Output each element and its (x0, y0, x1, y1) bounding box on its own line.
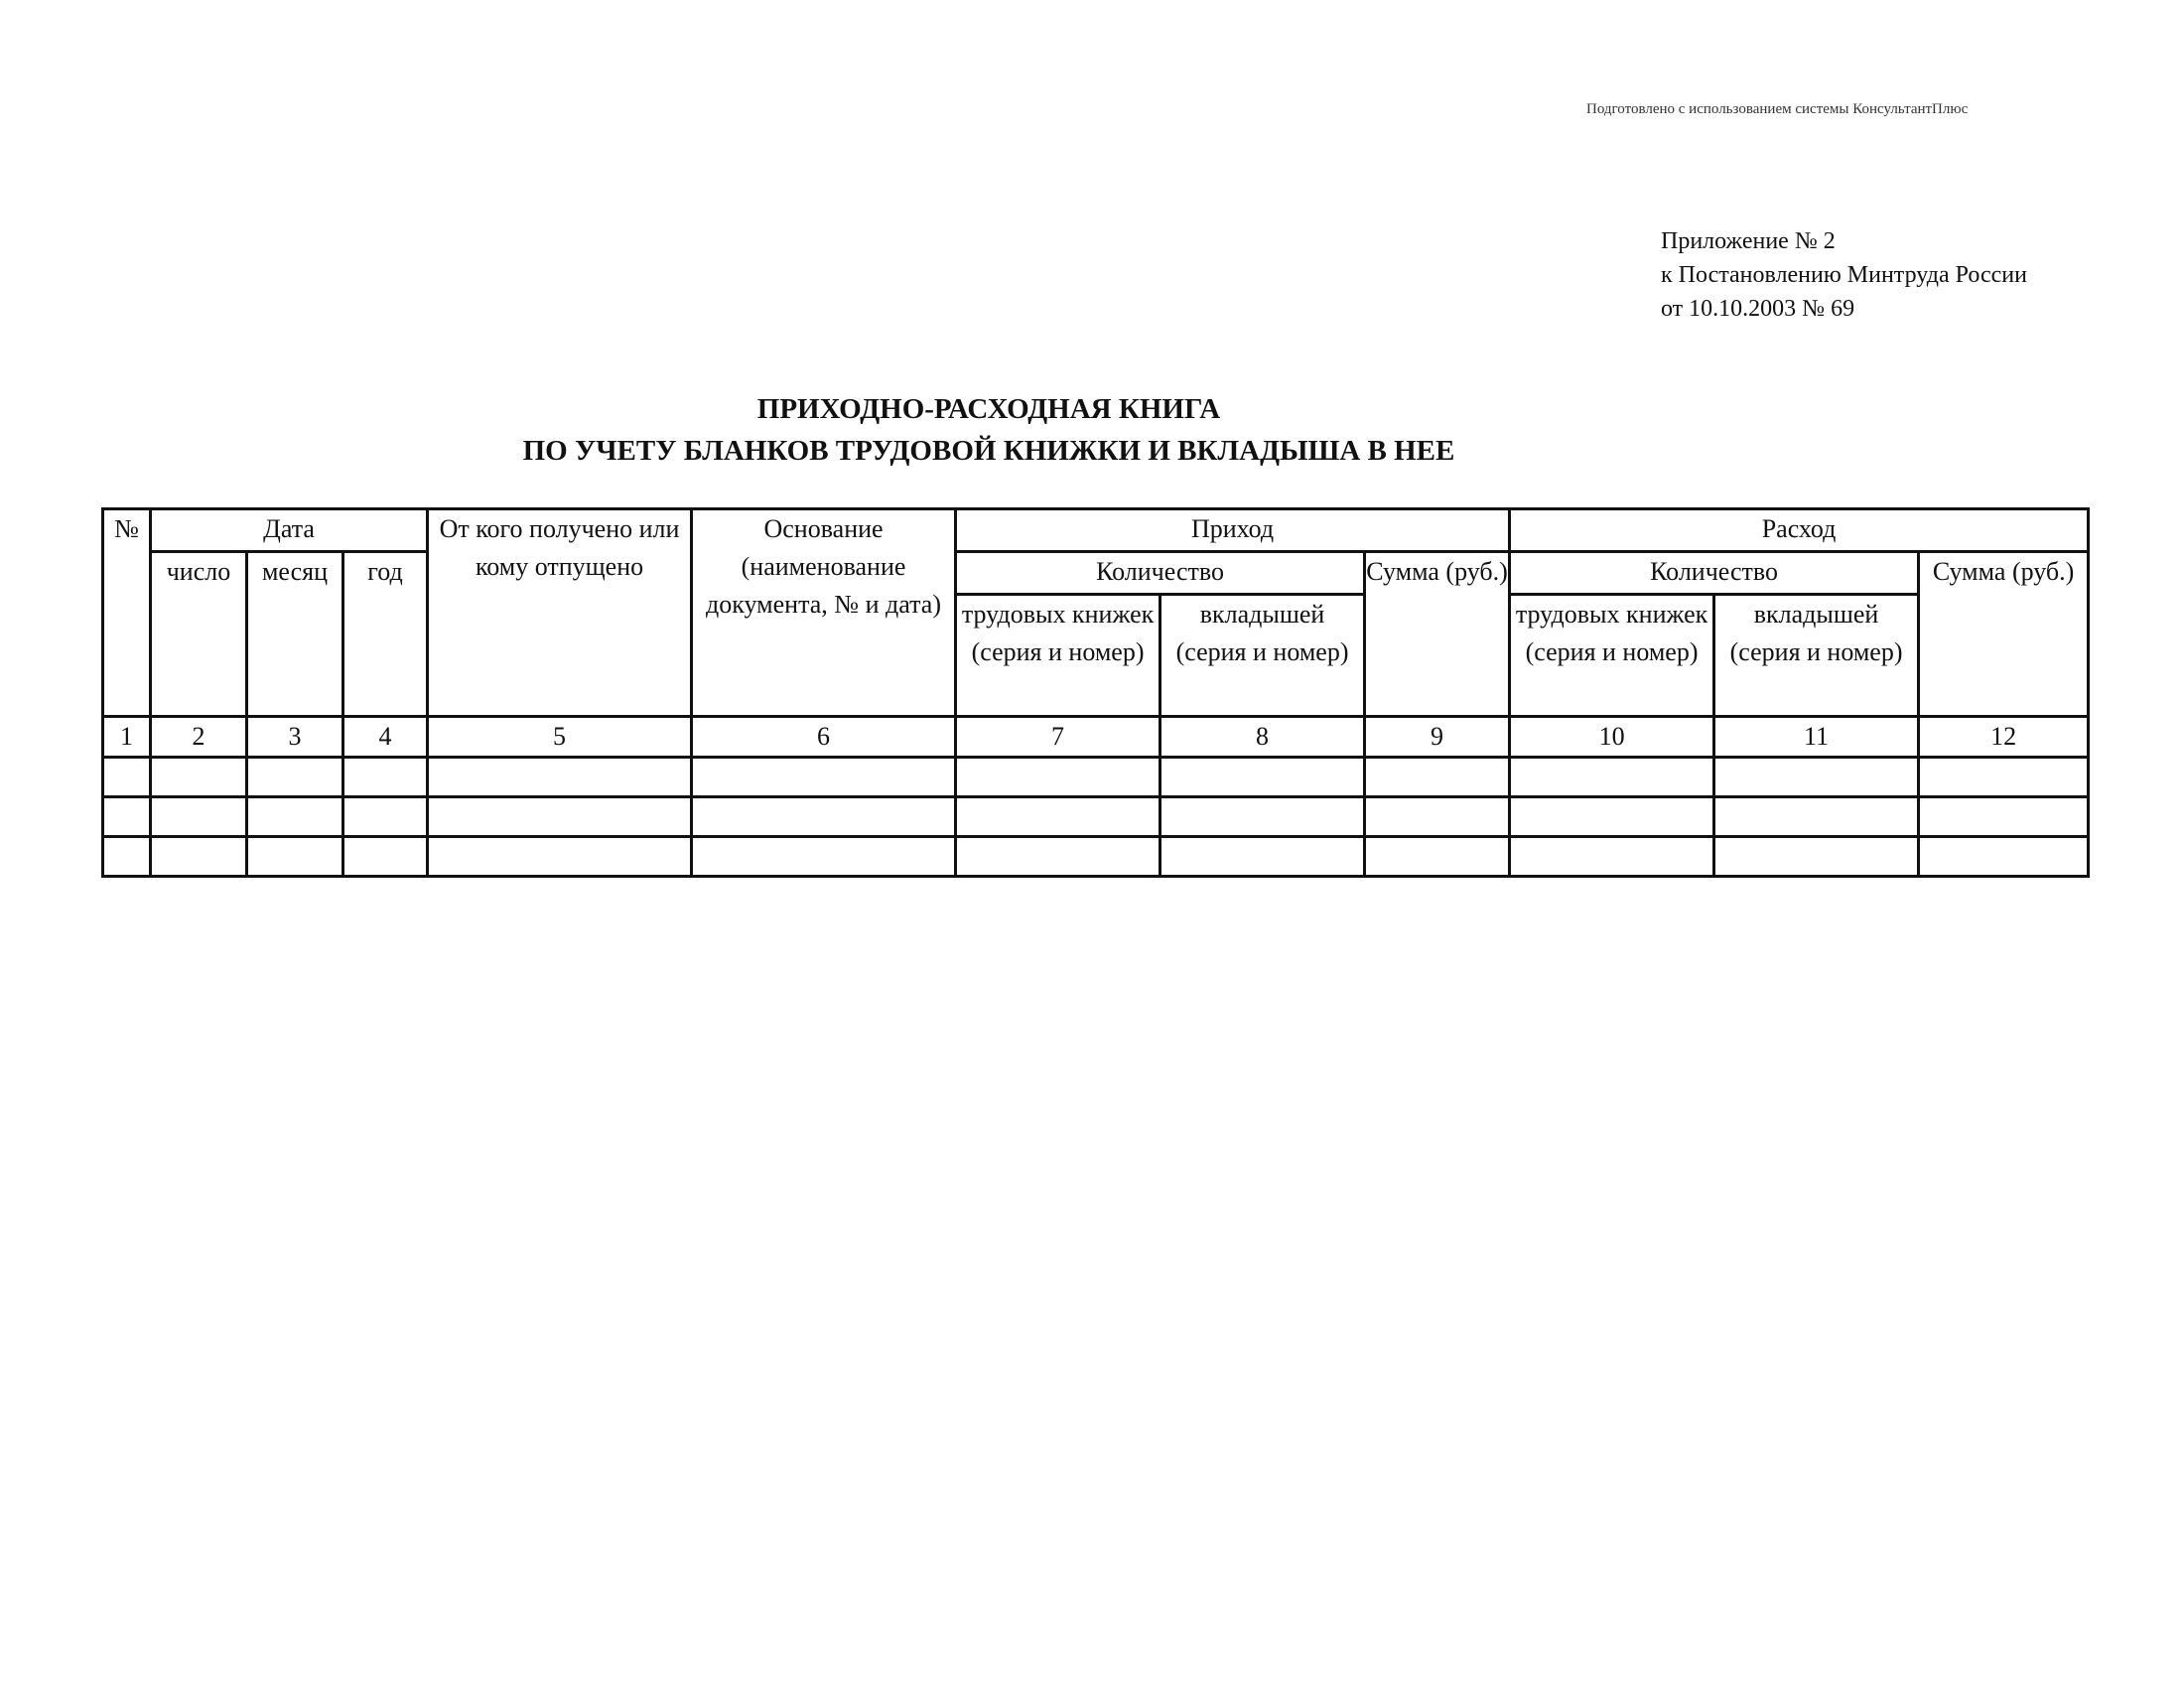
table-cell (1714, 797, 1919, 837)
column-number: 11 (1714, 717, 1919, 758)
table-row (103, 837, 2089, 877)
header-income-inserts: вкладышей (серия и номер) (1160, 595, 1365, 717)
header-number: № (103, 509, 151, 717)
table-cell (428, 837, 692, 877)
header-year: год (343, 552, 428, 717)
header-date: Дата (151, 509, 428, 552)
table-cell (343, 797, 428, 837)
document-title-line-2: ПО УЧЕТУ БЛАНКОВ ТРУДОВОЙ КНИЖКИ И ВКЛАДЫША В НЕЕ (522, 435, 1455, 467)
table-cell (1365, 797, 1510, 837)
header-from-to: От кого получено или кому отпущено (428, 509, 692, 717)
table-cell (151, 837, 247, 877)
table-cell (1510, 758, 1714, 797)
column-number: 8 (1160, 717, 1365, 758)
table-cell (151, 758, 247, 797)
column-number: 1 (103, 717, 151, 758)
table-row (103, 758, 2089, 797)
table-cell (692, 837, 956, 877)
table-cell (692, 797, 956, 837)
column-number: 12 (1919, 717, 2089, 758)
table-cell (1160, 758, 1365, 797)
column-number: 3 (247, 717, 343, 758)
appendix-line-2: к Постановлению Минтруда России (1661, 262, 2027, 288)
table-cell (956, 837, 1160, 877)
header-expense-quantity: Количество (1510, 552, 1919, 595)
document-title-line-1: ПРИХОДНО-РАСХОДНАЯ КНИГА (756, 393, 1221, 425)
table-cell (247, 758, 343, 797)
table-cell (343, 837, 428, 877)
header-expense: Расход (1510, 509, 2089, 552)
column-number: 4 (343, 717, 428, 758)
consultant-watermark: Подготовлено с использованием системы КонсультантПлюс (1586, 101, 1969, 117)
column-number: 9 (1365, 717, 1510, 758)
table-cell (1714, 758, 1919, 797)
table-cell (1160, 797, 1365, 837)
header-income-books: трудовых книжек (серия и номер) (956, 595, 1160, 717)
table-cell (1160, 837, 1365, 877)
column-number: 5 (428, 717, 692, 758)
table-cell (247, 797, 343, 837)
table-cell (247, 837, 343, 877)
table-row (103, 797, 2089, 837)
table-cell (1919, 837, 2089, 877)
table-cell (428, 758, 692, 797)
table-cell (1714, 837, 1919, 877)
ledger-table-container (101, 507, 2075, 875)
header-expense-inserts: вкладышей (серия и номер) (1714, 595, 1919, 717)
appendix-line-3: от 10.10.2003 № 69 (1661, 296, 1855, 322)
table-cell (428, 797, 692, 837)
column-number-row (103, 717, 2089, 758)
table-cell (1510, 797, 1714, 837)
appendix-line-1: Приложение № 2 (1661, 228, 1836, 254)
column-number: 10 (1510, 717, 1714, 758)
table-cell (343, 758, 428, 797)
header-income-quantity: Количество (956, 552, 1365, 595)
table-cell (692, 758, 956, 797)
header-basis: Основание (наименование документа, № и дата) (692, 509, 956, 717)
table-cell (103, 797, 151, 837)
table-cell (103, 837, 151, 877)
header-expense-books: трудовых книжек (серия и номер) (1510, 595, 1714, 717)
table-cell (1365, 758, 1510, 797)
header-month: месяц (247, 552, 343, 717)
column-number: 7 (956, 717, 1160, 758)
table-cell (1919, 758, 2089, 797)
table-cell (151, 797, 247, 837)
header-income-sum: Сумма (руб.) (1365, 552, 1510, 717)
header-expense-sum: Сумма (руб.) (1919, 552, 2089, 717)
table-cell (956, 797, 1160, 837)
table-cell (1510, 837, 1714, 877)
table-cell (956, 758, 1160, 797)
appendix-reference (1661, 224, 2027, 326)
column-number: 2 (151, 717, 247, 758)
table-cell (103, 758, 151, 797)
ledger-table (101, 507, 2090, 878)
table-cell (1365, 837, 1510, 877)
header-day: число (151, 552, 247, 717)
header-income: Приход (956, 509, 1510, 552)
table-cell (1919, 797, 2089, 837)
column-number: 6 (692, 717, 956, 758)
